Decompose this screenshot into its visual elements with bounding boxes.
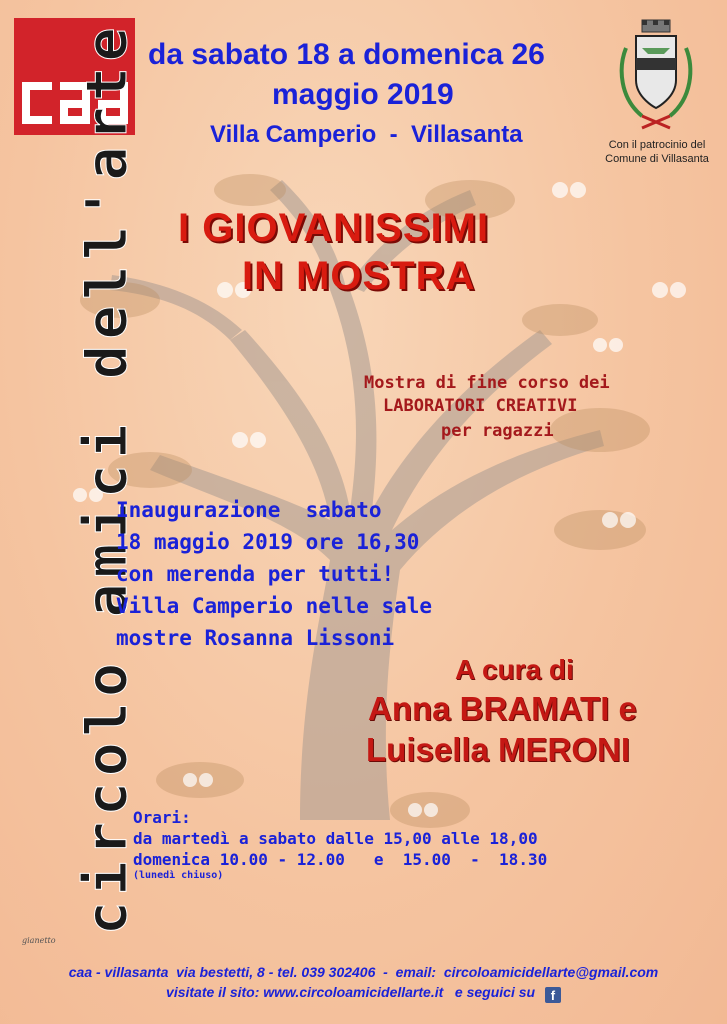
vertical-title: circolo amici dell'arte (75, 21, 140, 935)
inauguration-line-2: 18 maggio 2019 ore 16,30 (116, 530, 420, 554)
date-line-1: da sabato 18 a domenica 26 (148, 38, 545, 71)
course-line-3: per ragazzi (441, 421, 554, 441)
artist-signature: gianetto (22, 936, 56, 945)
patronage-line-2: Comune di Villasanta (605, 153, 709, 165)
footer-contact-line: caa - villasanta via bestetti, 8 - tel. 039 302406 - email: circoloamicidellarte@gmail.com (68, 964, 659, 980)
title-line-1: I GIOVANISSIMI (178, 206, 490, 250)
hours-closed-note: (lunedì chiuso) (133, 870, 224, 881)
patronage-note (598, 138, 716, 166)
course-line-1: Mostra di fine corso dei (364, 373, 610, 393)
footer-website-text: visitate il sito: www.circoloamicidellarte.it e seguici su (166, 984, 536, 1000)
hours-title: Orari: (133, 808, 191, 827)
hours-weekdays: da martedì a sabato dalle 15,00 alle 18,00 (133, 829, 538, 848)
curators-label: A cura di (455, 654, 574, 685)
opening-hours (133, 808, 547, 882)
inauguration-block (116, 494, 432, 654)
hours-sunday: domenica 10.00 - 12.00 e 15.00 - 18.30 (133, 850, 548, 869)
facebook-icon[interactable]: f (545, 987, 561, 1003)
inauguration-line-3: con merenda per tutti! (116, 562, 395, 586)
coat-of-arms-icon (612, 18, 700, 136)
title-line-2: IN MOSTRA (242, 254, 476, 298)
inauguration-line-5: mostre Rosanna Lissoni (116, 626, 395, 650)
inauguration-line-4: Villa Camperio nelle sale (116, 594, 433, 618)
venue-line: Villa Camperio - Villasanta (210, 121, 523, 148)
patronage-line-1: Con il patrocinio del (608, 139, 706, 151)
logo-text (14, 18, 15, 19)
inauguration-line-1: Inaugurazione sabato (116, 498, 382, 522)
date-line-2: maggio 2019 (272, 78, 454, 111)
footer (0, 962, 727, 1003)
curator-name-2: Luisella MERONI (366, 731, 631, 768)
course-line-2: LABORATORI CREATIVI (383, 396, 578, 416)
footer-website-line (0, 982, 727, 1003)
curator-name-1: Anna BRAMATI e (368, 690, 637, 727)
